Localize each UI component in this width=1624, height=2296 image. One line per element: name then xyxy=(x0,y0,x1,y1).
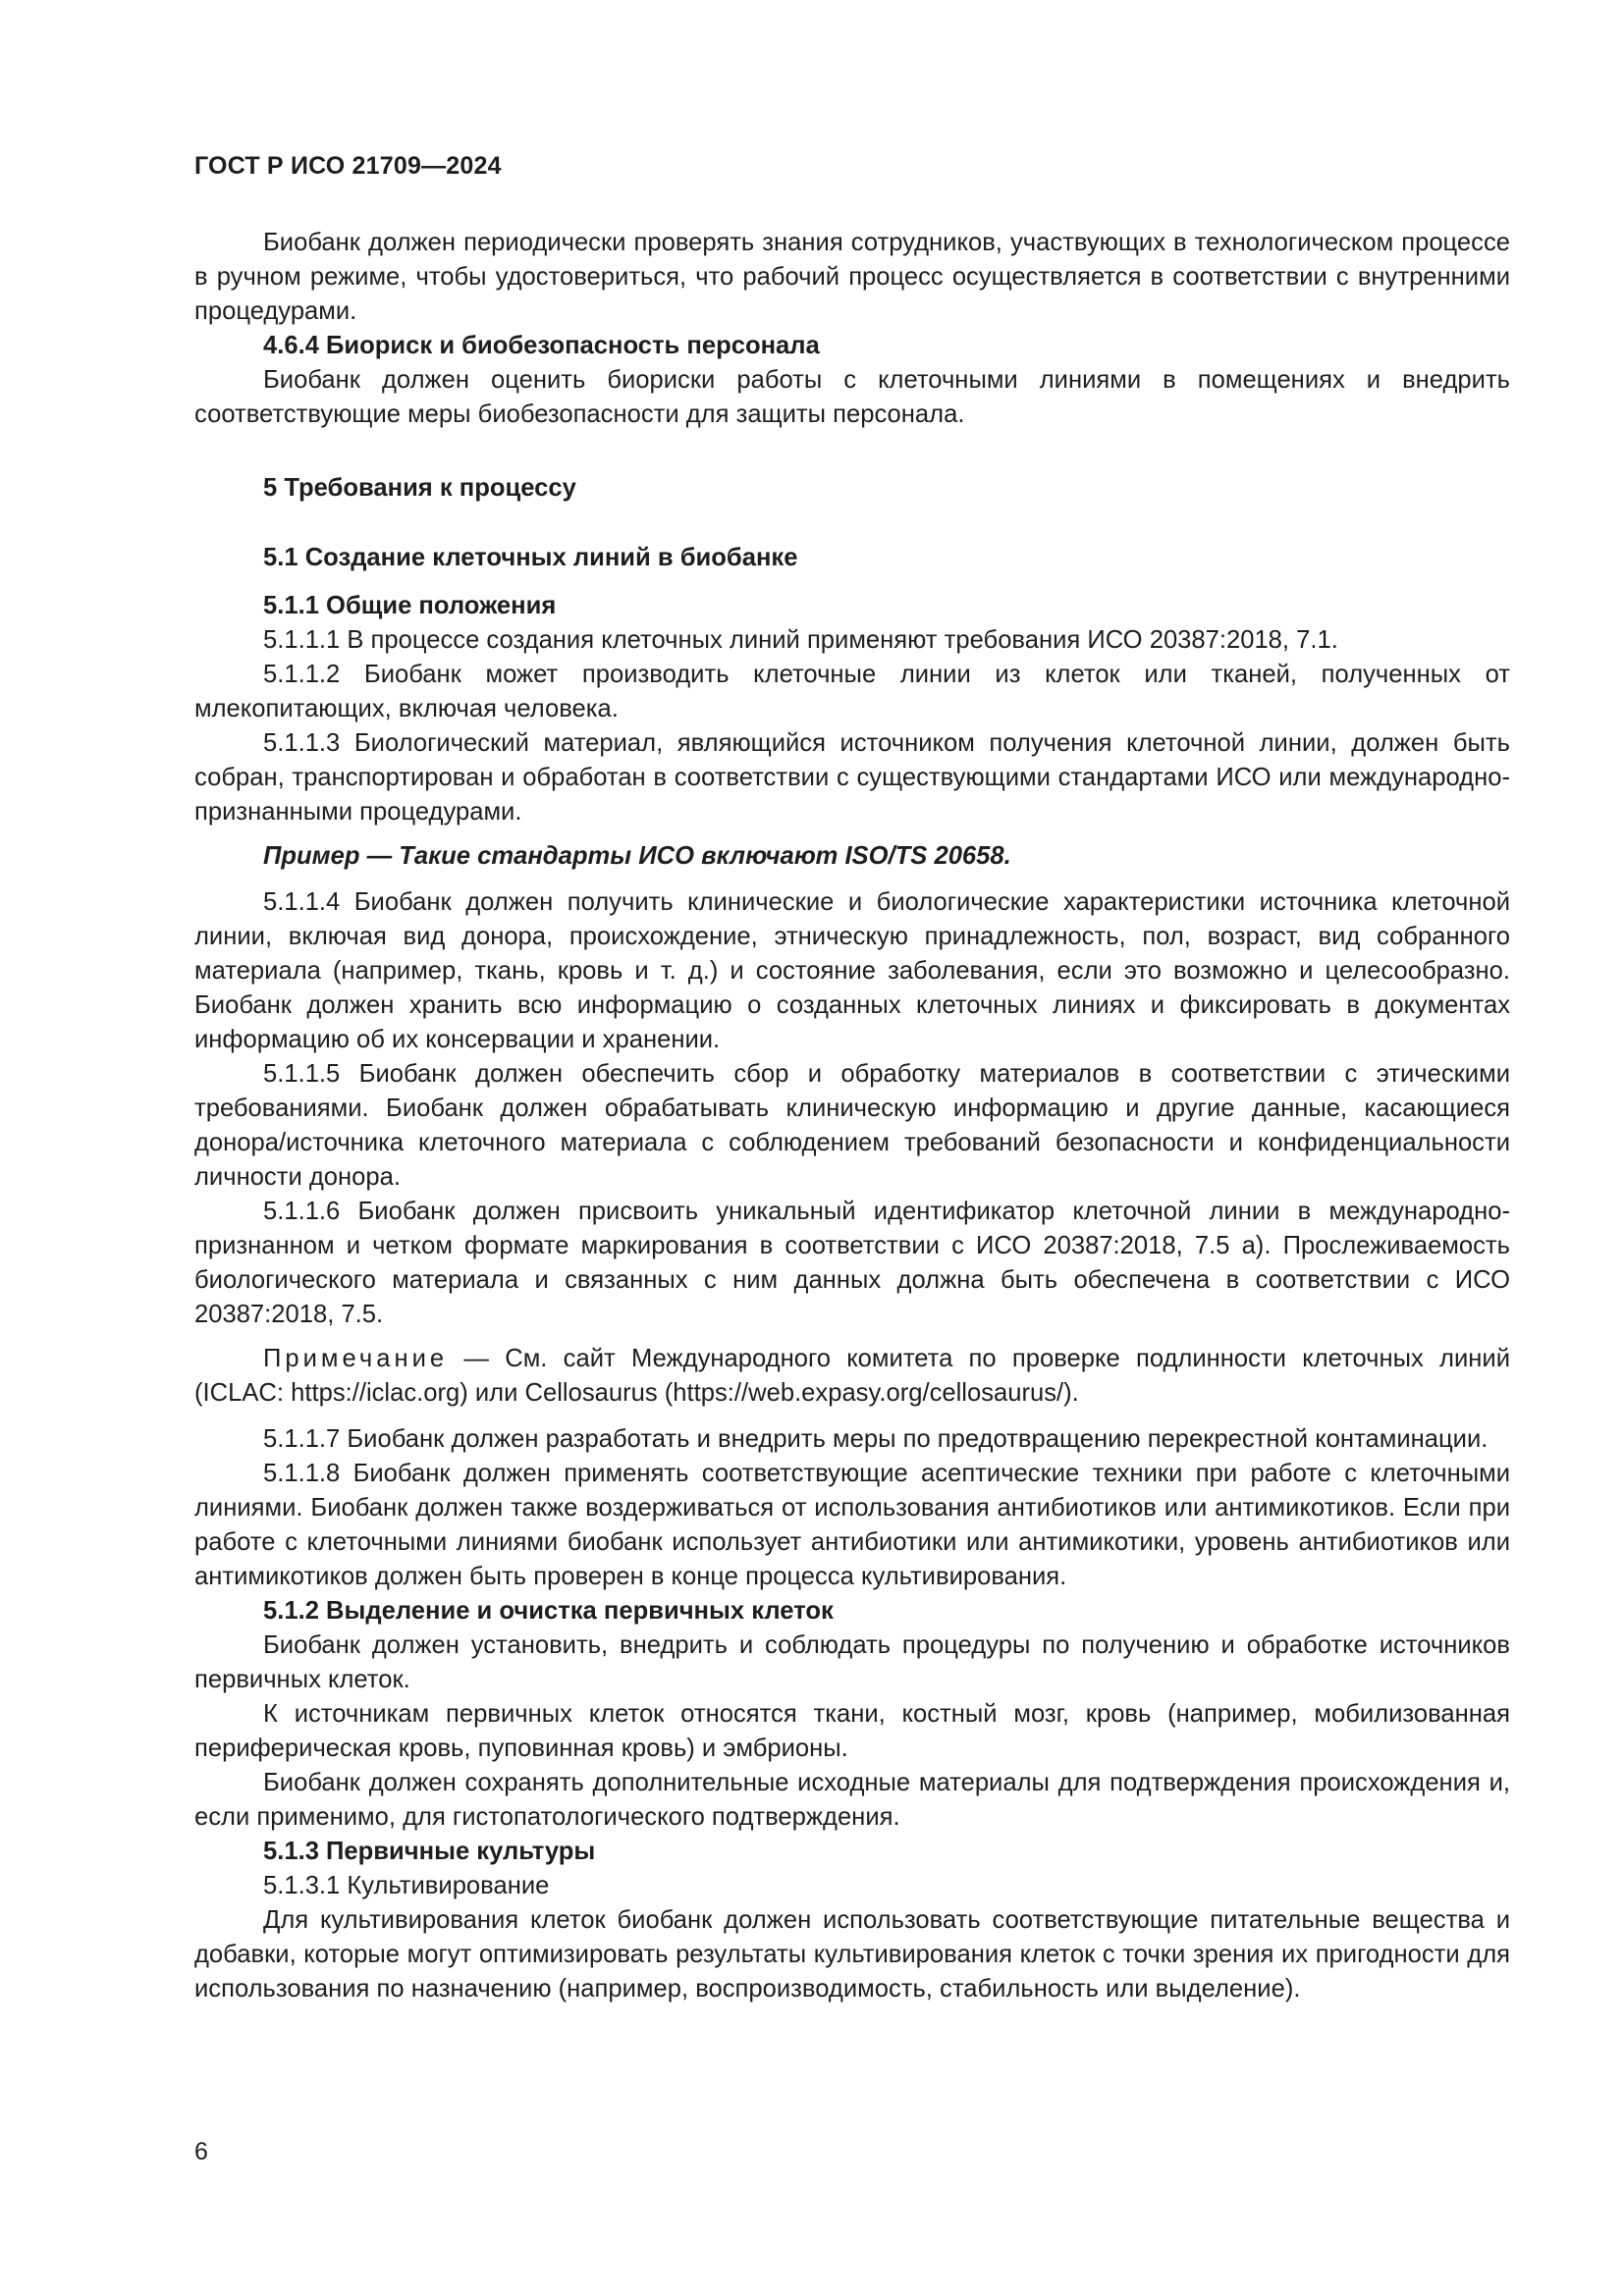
paragraph-5-1-1-1: 5.1.1.1 В процессе создания клеточных линий применяют требования ИСО 20387:2018, 7.1. xyxy=(263,626,1338,654)
paragraph-5-1-1-2: 5.1.1.2 Биобанк может производить клеточные линии из клеток или тканей, полученных от млекопитающих, включая человека. xyxy=(194,661,1510,722)
paragraph: Биобанк должен сохранять дополнительные исходные материалы для подтверждения происхождения и, если применимо, для гистопатологического подтверждения. xyxy=(194,1769,1510,1831)
subsection-heading-5-1-3-1: 5.1.3.1 Культивирование xyxy=(263,1872,550,1899)
paragraph-5-1-1-7: 5.1.1.7 Биобанк должен разработать и внедрить меры по предотвращению перекрестной контаминации. xyxy=(263,1425,1489,1453)
paragraph-5-1-1-6: 5.1.1.6 Биобанк должен присвоить уникальный идентификатор клеточной линии в международно-признанном и четком формате маркирования в соответствии с ИСО 20387:2018, 7.5 а). Прослеживаемость биологического материала и связанных с ним данных должна быть обеспечена в соответствии с ИСО 20387:2018, 7.5. xyxy=(194,1198,1510,1328)
paragraph: Биобанк должен периодически проверять знания сотрудников, участвующих в технологическом процессе в ручном режиме, чтобы удостовериться, что рабочий процесс осуществляется в соответствии с внутренними процедурами. xyxy=(194,229,1510,325)
paragraph: Для культивирования клеток биобанк должен использовать соответствующие питательные вещества и добавки, которые могут оптимизировать результаты культивирования клеток с точки зрения их пригодности для использования по назначению (например, воспроизводимость, стабильность или выделение). xyxy=(194,1906,1510,2002)
paragraph-5-1-1-5: 5.1.1.5 Биобанк должен обеспечить сбор и обработку материалов в соответствии с этическими требованиями. Биобанк должен обрабатывать клиническую информацию и другие данные, касающиеся донора/источника клеточного материала с соблюдением требований безопасности и конфиденциальности личности донора. xyxy=(194,1060,1510,1191)
section-heading-5-1-3: 5.1.3 Первичные культуры xyxy=(263,1838,596,1865)
document-body xyxy=(194,226,1510,2006)
paragraph: К источникам первичных клеток относятся ткани, костный мозг, кровь (например, мобилизованная периферическая кровь, пуповинная кровь) и эмбрионы. xyxy=(194,1700,1510,1762)
paragraph: Биобанк должен оценить биориски работы с клеточными линиями в помещениях и внедрить соответствующие меры биобезопасности для защиты персонала. xyxy=(194,366,1510,428)
paragraph-5-1-1-8: 5.1.1.8 Биобанк должен применять соответствующие асептические техники при работе с клеточными линиями. Биобанк должен также воздерживаться от использования антибиотиков или антимикотиков. Если при работе с клеточными линиями биобанк использует антибиотики или антимикотики, уровень антибиотиков или антимикотиков должен быть проверен в конце процесса культивирования. xyxy=(194,1460,1510,1590)
section-heading-5-1-2: 5.1.2 Выделение и очистка первичных клеток xyxy=(263,1597,834,1625)
document-header: ГОСТ Р ИСО 21709—2024 xyxy=(194,152,502,180)
note-label: Примечание xyxy=(263,1345,449,1372)
paragraph-5-1-1-4: 5.1.1.4 Биобанк должен получить клинические и биологические характеристики источника клеточной линии, включая вид донора, происхождение, этническую принадлежность, пол, возраст, вид собранного материала (например, ткань, кровь и т. д.) и состояние заболевания, если это возможно и целесообразно. Биобанк должен хранить всю информацию о созданных клеточных линиях и фиксировать в документах информацию об их консервации и хранении. xyxy=(194,888,1510,1053)
paragraph: Биобанк должен установить, внедрить и соблюдать процедуры по получению и обработке источников первичных клеток. xyxy=(194,1631,1510,1693)
section-heading-5-1-1: 5.1.1 Общие положения xyxy=(263,592,557,619)
section-heading-4-6-4: 4.6.4 Биориск и биобезопасность персонала xyxy=(263,332,820,359)
example-note: Пример — Такие стандарты ИСО включают ISO/TS 20658. xyxy=(263,842,1011,870)
section-heading-5-1: 5.1 Создание клеточных линий в биобанке xyxy=(263,544,798,571)
page-number: 6 xyxy=(194,2138,208,2165)
paragraph-5-1-1-3: 5.1.1.3 Биологический материал, являющийся источником получения клеточной линии, должен быть собран, транспортирован и обработан в соответствии с существующими стандартами ИСО или международно-признанными процедурами. xyxy=(194,729,1510,826)
section-heading-5: 5 Требования к процессу xyxy=(263,474,576,502)
note xyxy=(194,1342,1510,1411)
note-text: — См. сайт Международного комитета по проверке подлинности клеточных линий (ICLAC: https://iclac.org) или Cellosaurus (https://web.expasy.org/cellosaurus/). xyxy=(194,1345,1510,1407)
